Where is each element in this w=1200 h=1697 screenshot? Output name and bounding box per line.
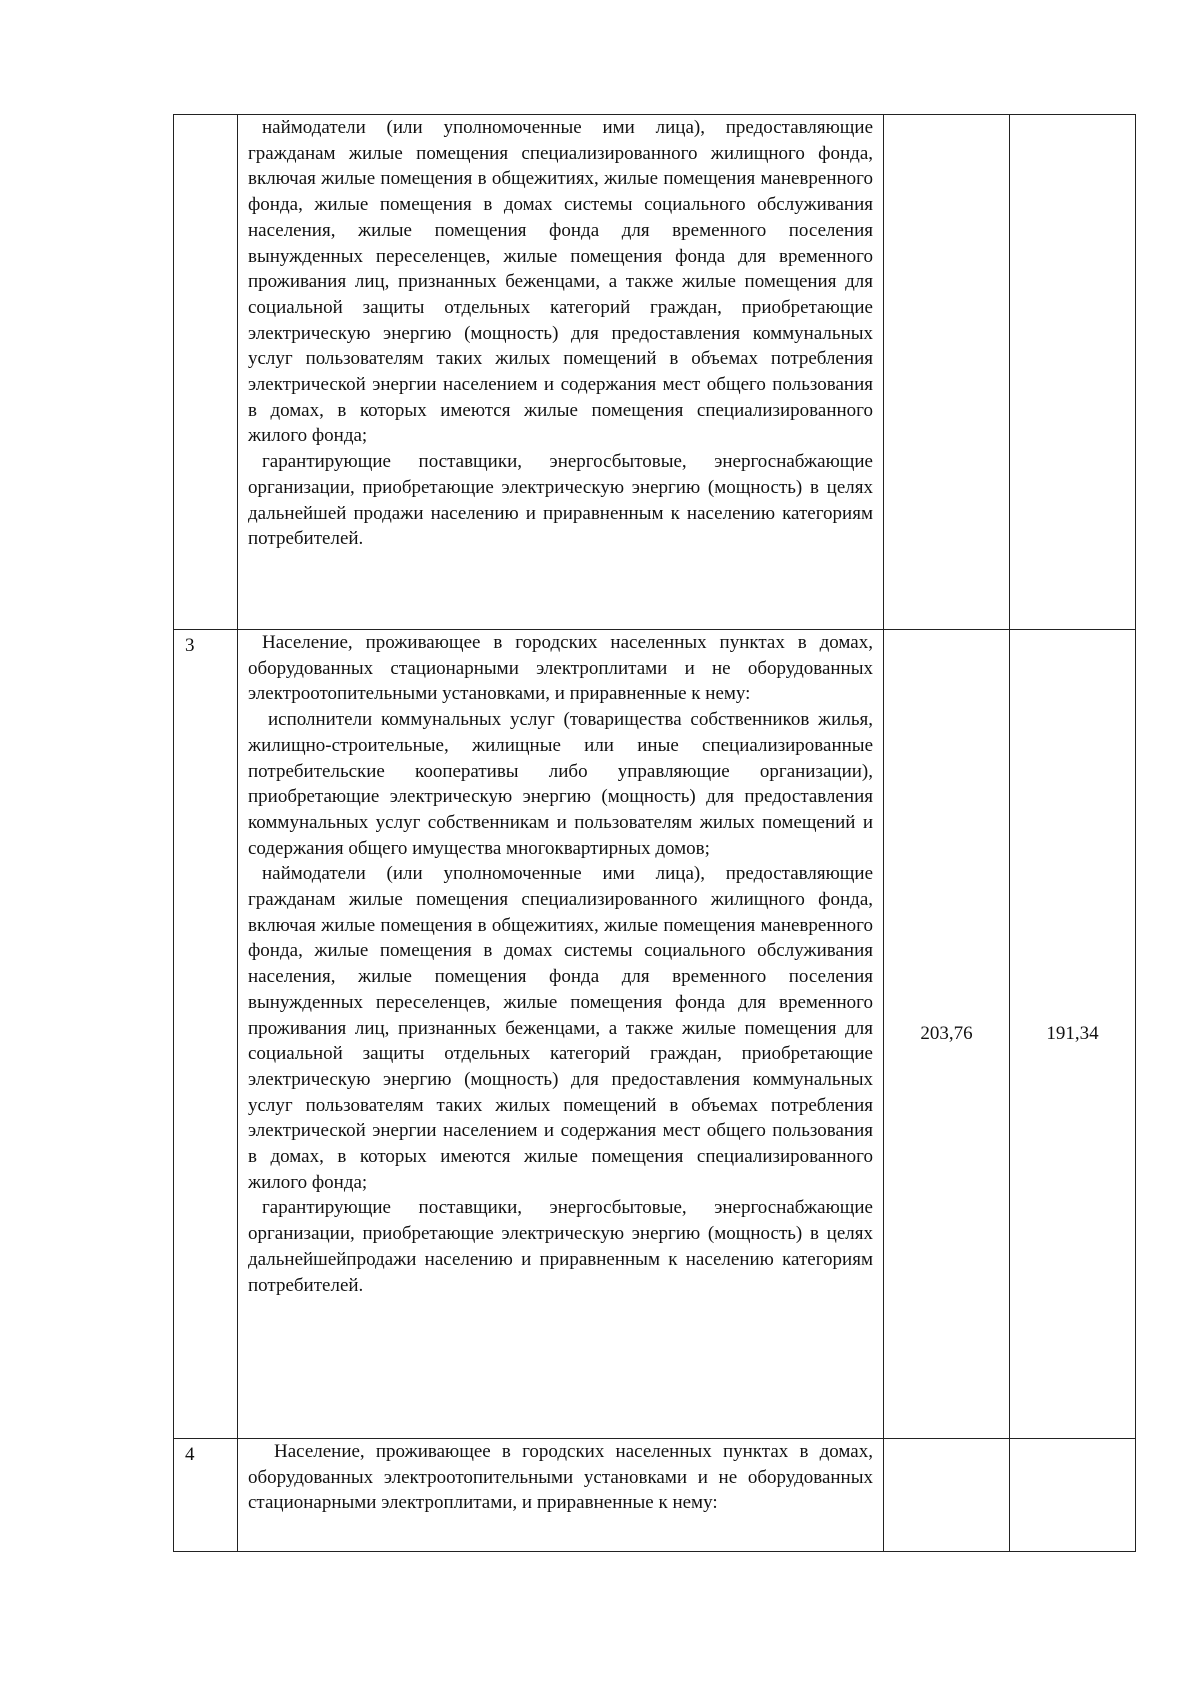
value-2: 191,34 — [1046, 1023, 1099, 1045]
description-cell — [238, 630, 884, 1439]
tariff-table — [173, 114, 1136, 1552]
row-number: 3 — [185, 635, 195, 656]
value-cell-2 — [1010, 115, 1136, 630]
paragraph: Население, проживающее в городских населенных пунктах в домах, оборудованных стационарными электроплитами и не оборудованных электроотопительными установками, и приравненные к нему: — [248, 632, 873, 705]
row-number: 4 — [185, 1444, 195, 1465]
paragraph: наймодатели (или уполномоченные ими лица), предоставляющие гражданам жилые помещения специализированного жилищного фонда, включая жилые помещения в общежитиях, жилые помещения маневренного фонда, жилые помещения в домах системы социального обслуживания населения, жилые помещения фонда для временного поселения вынужденных переселенцев, жилые помещения фонда для временного проживания лиц, признанных беженцами, а также жилые помещения для социальной защиты отдельных категорий граждан, приобретающие электрическую энергию (мощность) для предоставления коммунальных услуг пользователям таких жилых помещений в объемах потребления электрической энергии населением и содержания мест общего пользования в домах, в которых имеются жилые помещения специализированного жилого фонда; — [248, 117, 873, 447]
value-1: 203,76 — [920, 1023, 973, 1045]
table-row — [174, 630, 1136, 1439]
row-number-cell — [174, 630, 238, 1439]
table-row — [174, 1439, 1136, 1552]
value-cell-2 — [1010, 1439, 1136, 1552]
value-cell-1 — [884, 115, 1010, 630]
table-row — [174, 115, 1136, 630]
value-cell-1 — [884, 630, 1010, 1439]
paragraph: гарантирующие поставщики, энергосбытовые, энергоснабжающие организации, приобретающие электрическую энергию (мощность) в целях дальнейшейпродажи населению и приравненным к населению категориям потребителей. — [248, 1197, 873, 1296]
row-number-cell — [174, 1439, 238, 1552]
row-number-cell — [174, 115, 238, 630]
description-cell — [238, 1439, 884, 1552]
row-number — [185, 115, 237, 118]
description-cell — [238, 115, 884, 630]
paragraph: Население, проживающее в городских населенных пунктах в домах, оборудованных электроотопительными установками и не оборудованных стационарными электроплитами, и приравненные к нему: — [248, 1441, 873, 1514]
value-cell-2 — [1010, 630, 1136, 1439]
paragraph: исполнители коммунальных услуг (товарищества собственников жилья, жилищно-строительные, жилищные или иные специализированные потребительские кооперативы либо управляющие организации), приобретающие электрическую энергию (мощность) для предоставления коммунальных услуг собственникам и пользователям жилых помещений и содержания общего имущества многоквартирных домов; — [248, 709, 873, 859]
paragraph: наймодатели (или уполномоченные ими лица), предоставляющие гражданам жилые помещения специализированного жилищного фонда, включая жилые помещения в общежитиях, жилые помещения маневренного фонда, жилые помещения в домах системы социального обслуживания населения, жилые помещения фонда для временного поселения вынужденных переселенцев, жилые помещения фонда для временного проживания лиц, признанных беженцами, а также жилые помещения для социальной защиты отдельных категорий граждан, приобретающие электрическую энергию (мощность) для предоставления коммунальных услуг пользователям таких жилых помещений в объемах потребления электрической энергии населением и содержания мест общего пользования в домах, в которых имеются жилые помещения специализированного жилого фонда; — [248, 863, 873, 1193]
paragraph: гарантирующие поставщики, энергосбытовые, энергоснабжающие организации, приобретающие электрическую энергию (мощность) в целях дальнейшей продажи населению и приравненным к населению категориям потребителей. — [248, 451, 873, 550]
value-cell-1 — [884, 1439, 1010, 1552]
